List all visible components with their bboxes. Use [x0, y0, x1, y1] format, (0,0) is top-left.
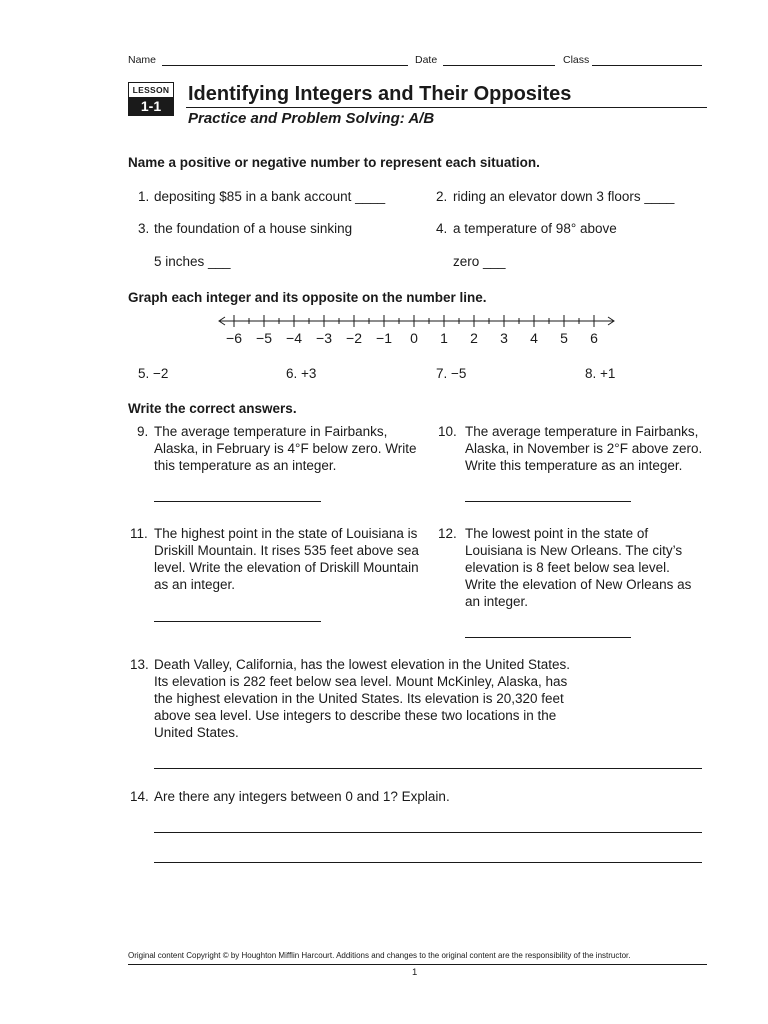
question-7 — [436, 365, 466, 382]
question-line: Driskill Mountain. It rises 535 feet above sea — [154, 543, 419, 558]
question-8 — [585, 365, 615, 382]
question-number: 1. — [138, 189, 150, 204]
question-1 — [138, 188, 385, 205]
question-text: −5 — [451, 366, 467, 381]
question-number: 2. — [436, 189, 448, 204]
question-line: an integer. — [465, 594, 529, 609]
question-9-number: 9. — [137, 424, 149, 439]
question-line: the highest elevation in the United States. Its elevation is 20,320 feet — [154, 691, 564, 706]
number-line-label: 0 — [410, 330, 418, 346]
question-number: 3. — [138, 221, 150, 236]
question-line: this temperature as an integer. — [154, 458, 337, 473]
answer-line-12[interactable] — [465, 637, 631, 638]
question-3 — [138, 220, 352, 237]
question-4 — [436, 220, 617, 237]
question-line: The highest point in the state of Louisiana is — [154, 526, 418, 541]
class-label: Class — [563, 54, 590, 66]
number-line-label: 3 — [500, 330, 508, 346]
question-text: −2 — [153, 366, 169, 381]
question-11 — [154, 525, 434, 593]
footer-rule — [128, 964, 707, 965]
question-3-continued: 5 inches ___ — [154, 254, 231, 269]
number-line-label: −5 — [256, 330, 272, 346]
question-text: +1 — [600, 366, 616, 381]
question-12 — [465, 525, 715, 610]
lesson-label: LESSON — [132, 85, 170, 95]
answer-line-11[interactable] — [154, 621, 321, 622]
question-line: The lowest point in the state of — [465, 526, 649, 541]
date-label: Date — [415, 54, 438, 66]
question-2 — [436, 188, 674, 205]
question-4-continued: zero ___ — [453, 254, 506, 269]
answer-line-9[interactable] — [154, 501, 321, 502]
answer-line-14a[interactable] — [154, 832, 702, 833]
copyright-notice: Original content Copyright © by Houghton Mifflin Harcourt. Additions and changes to the original content are the responsibility of the instructor. — [128, 951, 631, 960]
question-5 — [138, 365, 168, 382]
lesson-number: 1-1 — [129, 97, 173, 116]
question-13 — [154, 656, 714, 741]
question-line: level. Write the elevation of Driskill Mountain — [154, 560, 419, 575]
question-line: Louisiana is New Orleans. The city’s — [465, 543, 683, 558]
number-line-label: −4 — [286, 330, 302, 346]
number-line[interactable] — [210, 310, 625, 350]
question-line: Alaska, in November is 2°F above zero. — [465, 441, 703, 456]
question-line: Alaska, in February is 4°F below zero. Write — [154, 441, 417, 456]
number-line-label: 4 — [530, 330, 538, 346]
question-14-number: 14. — [130, 789, 149, 804]
question-line: The average temperature in Fairbanks, — [154, 424, 388, 439]
number-line-label: 1 — [440, 330, 448, 346]
answer-line-14b[interactable] — [154, 862, 702, 863]
question-line: Write this temperature as an integer. — [465, 458, 683, 473]
question-11-number: 11. — [130, 526, 148, 541]
class-field[interactable] — [592, 65, 702, 66]
question-line: Write the elevation of New Orleans as — [465, 577, 692, 592]
question-line: United States. — [154, 725, 239, 740]
number-line-label: 5 — [560, 330, 568, 346]
section2-heading: Graph each integer and its opposite on the number line. — [128, 290, 487, 305]
question-line: Death Valley, California, has the lowest elevation in the United States. — [154, 657, 570, 672]
name-field[interactable] — [162, 65, 408, 66]
number-line-label: −6 — [226, 330, 242, 346]
question-number: 4. — [436, 221, 448, 236]
name-label: Name — [128, 54, 157, 66]
question-text: the foundation of a house sinking — [154, 221, 353, 236]
question-6 — [286, 365, 316, 382]
title-rule — [186, 107, 707, 108]
number-line-label: −1 — [376, 330, 392, 346]
answer-line-10[interactable] — [465, 501, 631, 502]
question-line: as an integer. — [154, 577, 236, 592]
section1-heading: Name a positive or negative number to represent each situation. — [128, 155, 540, 170]
question-number: 6. — [286, 366, 298, 381]
section3-heading: Write the correct answers. — [128, 401, 297, 416]
number-line-label: −3 — [316, 330, 332, 346]
question-text: depositing $85 in a bank account ____ — [154, 189, 386, 204]
question-10-number: 10. — [438, 424, 457, 439]
question-9 — [154, 423, 434, 474]
date-field[interactable] — [443, 65, 555, 66]
question-line: above sea level. Use integers to describe these two locations in the — [154, 708, 557, 723]
page-subtitle: Practice and Problem Solving: A/B — [188, 110, 435, 127]
answer-line-13[interactable] — [154, 768, 702, 769]
question-10 — [465, 423, 715, 474]
number-line-label: −2 — [346, 330, 362, 346]
question-text: a temperature of 98° above — [453, 221, 617, 236]
question-text: +3 — [301, 366, 317, 381]
question-12-number: 12. — [438, 526, 457, 541]
page-title: Identifying Integers and Their Opposites — [188, 83, 572, 105]
question-13-number: 13. — [130, 657, 149, 672]
question-number: 7. — [436, 366, 448, 381]
question-line: elevation is 8 feet below sea level. — [465, 560, 670, 575]
question-line: The average temperature in Fairbanks, — [465, 424, 699, 439]
question-number: 5. — [138, 366, 150, 381]
lesson-badge — [128, 82, 174, 116]
question-number: 8. — [585, 366, 597, 381]
question-14: Are there any integers between 0 and 1? Explain. — [154, 789, 450, 804]
number-line-label: 6 — [590, 330, 598, 346]
question-line: Its elevation is 282 feet below sea level. Mount McKinley, Alaska, has — [154, 674, 568, 689]
page-number: 1 — [412, 967, 418, 978]
number-line-label: 2 — [470, 330, 478, 346]
question-text: riding an elevator down 3 floors ____ — [453, 189, 675, 204]
